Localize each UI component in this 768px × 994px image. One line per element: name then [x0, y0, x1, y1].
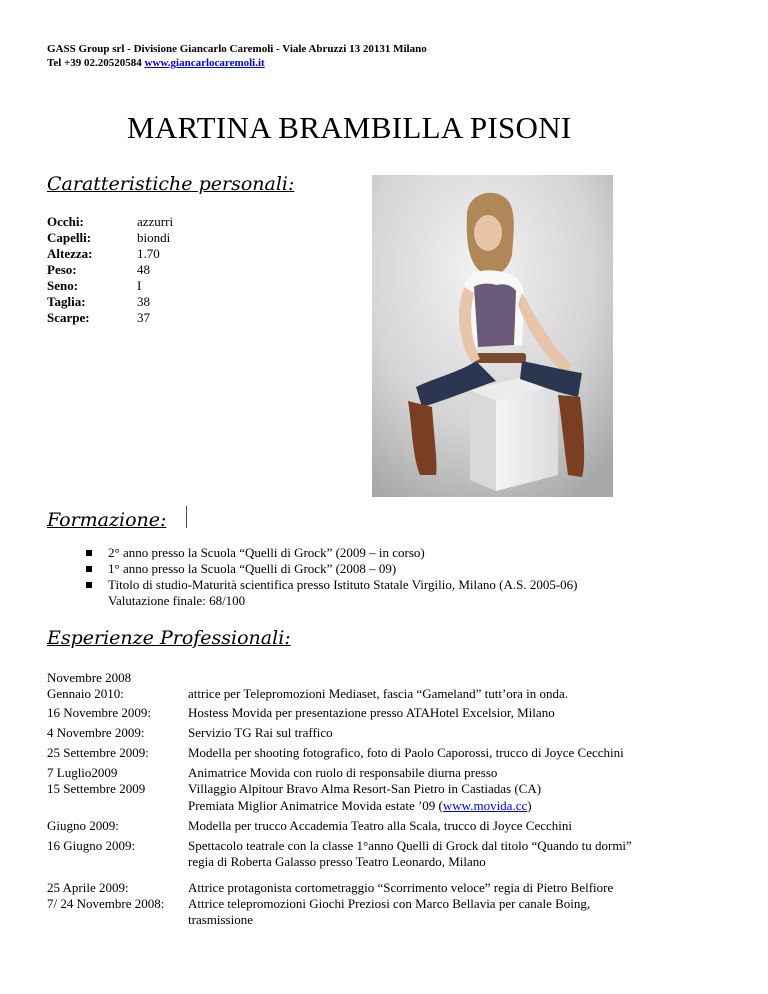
education-item-text: 1° anno presso la Scuola “Quelli di Grock” (2008 – 09) [108, 561, 397, 576]
agency-header [47, 42, 427, 70]
trait-row-bust [47, 278, 173, 294]
experience-desc: Attrice telepromozioni Giochi Preziosi con Marco Bellavia per canale Boing, [188, 896, 591, 911]
experience-desc: Servizio TG Rai sul traffico [188, 725, 333, 740]
experience-desc: Villaggio Alpitour Bravo Alma Resort-San Pietro in Castiadas (CA) [188, 781, 542, 796]
education-item-text: Titolo di studio-Maturità scientifica presso Istituto Statale Virgilio, Milano (A.S. 2005-06) [108, 577, 578, 592]
experience-desc: Hostess Movida per presentazione presso ATAHotel Excelsior, Milano [188, 705, 555, 720]
trait-value: 37 [137, 310, 150, 325]
education-item-text: 2° anno presso la Scuola “Quelli di Grock” (2009 – in corso) [108, 545, 425, 560]
trait-value: azzurri [137, 214, 174, 229]
trait-label: Seno: [47, 278, 79, 293]
experience-date: 25 Settembre 2009: [47, 745, 149, 760]
trait-value: 38 [137, 294, 150, 309]
education-item [86, 561, 577, 577]
experience-date: 15 Settembre 2009 [47, 781, 146, 796]
education-grade: Valutazione finale: 68/100 [108, 593, 246, 608]
education-item-continuation [86, 593, 577, 609]
movida-link[interactable]: www.movida.cc [442, 798, 528, 813]
trait-value: I [137, 278, 142, 293]
personal-heading: Caratteristiche personali: [47, 173, 295, 195]
experience-date: Novembre 2008 [47, 670, 132, 685]
trait-row-weight [47, 262, 173, 278]
trait-label: Occhi: [47, 214, 84, 229]
experience-desc: Modella per shooting fotografico, foto di Paolo Caporossi, trucco di Joyce Cecchini [188, 745, 624, 760]
experience-date: 4 Novembre 2009: [47, 725, 145, 740]
experience-date: 7 Luglio2009 [47, 765, 118, 780]
trait-label: Taglia: [47, 294, 86, 309]
section-divider [186, 506, 187, 528]
model-photo [372, 175, 613, 497]
bullet-icon [86, 550, 92, 556]
experience-date: Giugno 2009: [47, 818, 119, 833]
education-list [86, 545, 577, 609]
award-text-end: ) [527, 798, 532, 813]
trait-row-height [47, 246, 173, 262]
trait-label: Altezza: [47, 246, 93, 261]
experience-desc: Attrice protagonista cortometraggio “Scorrimento veloce” regia di Pietro Belfiore [188, 880, 614, 895]
experience-heading: Esperienze Professionali: [47, 627, 291, 649]
agency-contact [47, 56, 427, 70]
experience-desc: attrice per Telepromozioni Mediaset, fascia “Gameland” tutt’ora in onda. [188, 686, 569, 701]
experience-desc: Modella per trucco Accademia Teatro alla Scala, trucco di Joyce Cecchini [188, 818, 572, 833]
trait-label: Peso: [47, 262, 77, 277]
experience-desc [188, 798, 532, 814]
experience-desc: Animatrice Movida con ruolo di responsabile diurna presso [188, 765, 498, 780]
trait-row-size [47, 294, 173, 310]
experience-list [47, 670, 747, 940]
agency-address: GASS Group srl - Divisione Giancarlo Caremoli - Viale Abruzzi 13 20131 Milano [47, 43, 427, 55]
trait-row-eyes [47, 214, 173, 230]
trait-label: Capelli: [47, 230, 92, 245]
award-text: Premiata Miglior Animatrice Movida estate ’09 ( [188, 798, 443, 813]
page-title: MARTINA BRAMBILLA PISONI [127, 110, 572, 145]
bullet-icon [86, 582, 92, 588]
education-item [86, 577, 577, 593]
experience-date: 16 Novembre 2009: [47, 705, 151, 720]
experience-date: 25 Aprile 2009: [47, 880, 129, 895]
trait-value: 48 [137, 262, 150, 277]
agency-phone: Tel +39 02.20520584 [47, 57, 145, 69]
trait-row-hair [47, 230, 173, 246]
personal-traits [47, 214, 173, 326]
experience-date: Gennaio 2010: [47, 686, 124, 701]
experience-desc: trasmissione [188, 912, 253, 927]
trait-row-shoes [47, 310, 173, 326]
education-item [86, 545, 577, 561]
experience-date: 7/ 24 Novembre 2008: [47, 896, 165, 911]
trait-label: Scarpe: [47, 310, 90, 325]
experience-date: 16 Giugno 2009: [47, 838, 136, 853]
bullet-icon [86, 566, 92, 572]
trait-value: biondi [137, 230, 171, 245]
experience-desc: regia di Roberta Galasso presso Teatro Leonardo, Milano [188, 854, 486, 869]
experience-desc: Spettacolo teatrale con la classe 1°anno Quelli di Grock dal titolo “Quando tu dormi” [188, 838, 632, 853]
agency-website-link[interactable]: www.giancarlocaremoli.it [144, 57, 265, 69]
trait-value: 1.70 [137, 246, 160, 261]
education-heading: Formazione: [47, 509, 167, 531]
